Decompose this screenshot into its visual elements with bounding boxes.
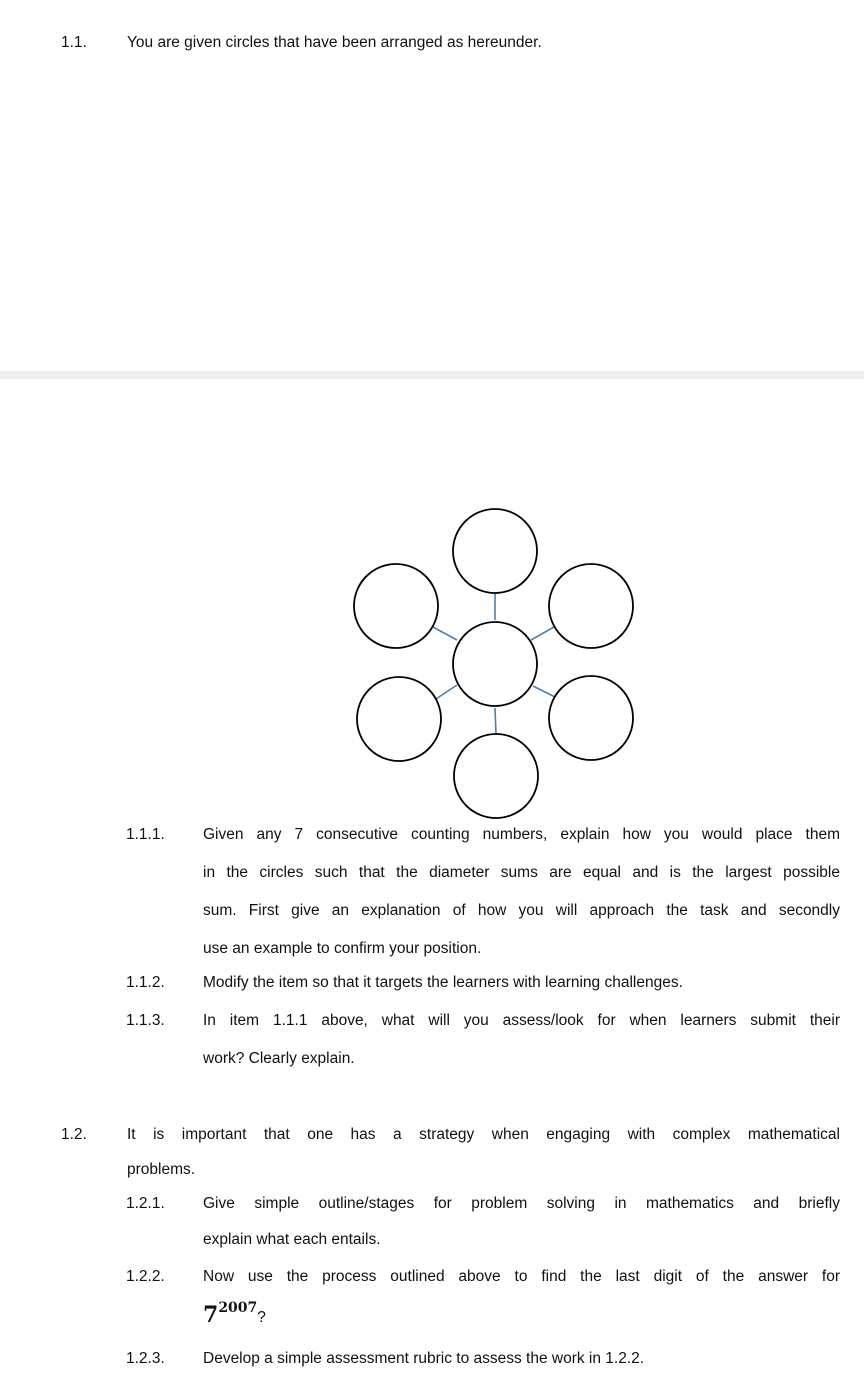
connector-line [495, 708, 496, 734]
connector-line [533, 686, 555, 697]
question-mark: ? [257, 1309, 266, 1326]
math-exponent: 2007 [218, 1300, 258, 1316]
math-base: 7 [203, 1302, 219, 1328]
subquestion-text: Modify the item so that it targets the learners with learning challenges. [203, 974, 683, 991]
subquestion-text: Develop a simple assessment rubric to assess the work in 1.2.2. [203, 1350, 645, 1367]
subquestion-number: 1.2.2. [126, 1268, 165, 1285]
circle-arrangement-diagram [340, 500, 650, 830]
connector-line [433, 627, 457, 640]
subquestion-line: work? Clearly explain. [203, 1050, 355, 1067]
subquestion-line: In item 1.1.1 above, what will you assess/look for when learners submit their [203, 1012, 840, 1029]
subquestion-number: 1.2.3. [126, 1350, 165, 1367]
question-line: It is important that one has a strategy when engaging with complex mathematical [127, 1126, 840, 1143]
subquestion-line: Give simple outline/stages for problem solving in mathematics and briefly [203, 1195, 840, 1212]
math-expression [203, 1302, 266, 1328]
circle-center [453, 622, 537, 706]
question-number: 1.2. [61, 1126, 87, 1143]
circle-upper-left [354, 564, 438, 648]
subquestion-line: use an example to confirm your position. [203, 940, 482, 957]
subquestion-number: 1.1.3. [126, 1012, 165, 1029]
circle-bottom [454, 734, 538, 818]
subquestion-line: explain what each entails. [203, 1231, 381, 1248]
question-line: problems. [127, 1161, 196, 1178]
connector-line [436, 685, 457, 699]
subquestion-number: 1.1.1. [126, 826, 165, 843]
question-text: You are given circles that have been arranged as hereunder. [127, 34, 542, 51]
subquestion-line: Given any 7 consecutive counting numbers, explain how you would place them [203, 826, 840, 843]
subquestion-line: sum. First give an explanation of how you will approach the task and secondly [203, 902, 840, 919]
circle-top [453, 509, 537, 593]
subquestion-number: 1.2.1. [126, 1195, 165, 1212]
subquestion-line: in the circles such that the diameter sums are equal and is the largest possible [203, 864, 840, 881]
subquestion-line: Now use the process outlined above to find the last digit of the answer for [203, 1268, 840, 1285]
question-number: 1.1. [61, 34, 87, 51]
circle-upper-right [549, 564, 633, 648]
connector-line [531, 627, 554, 640]
page-separator [0, 371, 864, 379]
subquestion-number: 1.1.2. [126, 974, 165, 991]
circle-lower-right [549, 676, 633, 760]
circle-lower-left [357, 677, 441, 761]
